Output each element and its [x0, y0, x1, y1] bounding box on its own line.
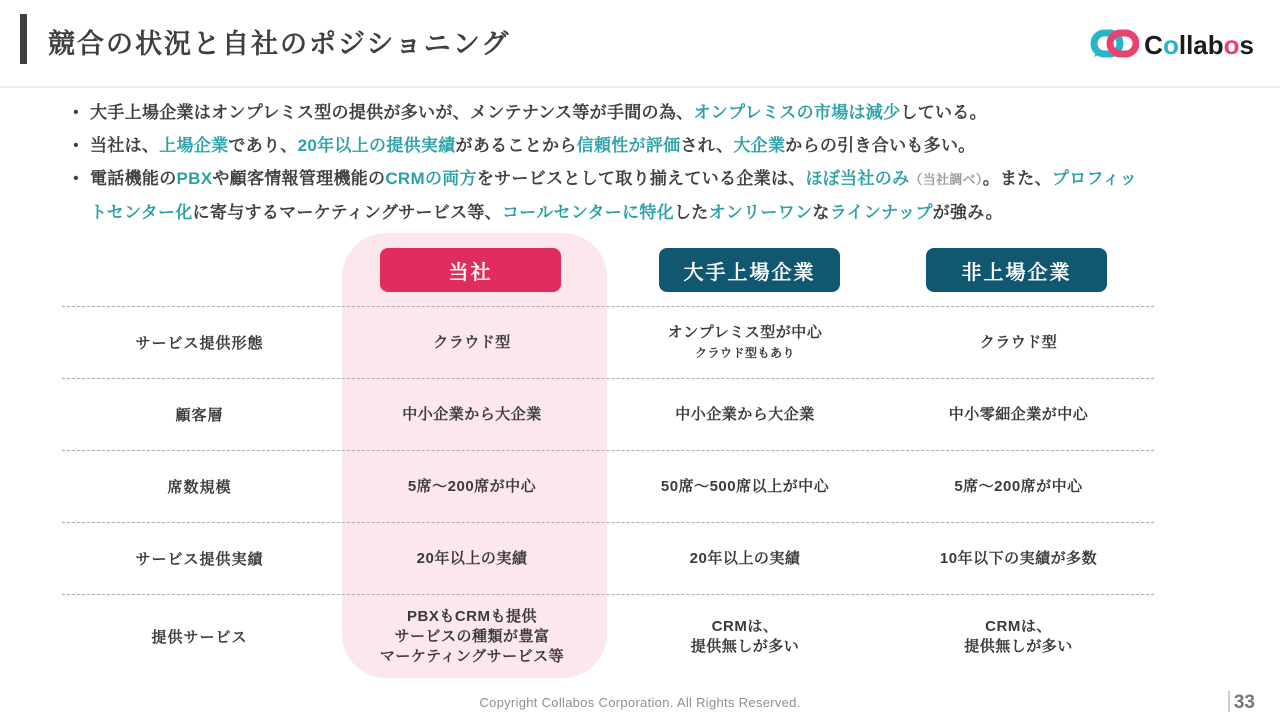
comparison-table: [62, 306, 1154, 678]
table-cell: PBXもCRMも提供 サービスの種類が豊富 マーケティングサービス等: [379, 607, 565, 665]
table-cell: クラウド型: [433, 333, 511, 351]
table-cell: 中小企業から大企業: [402, 405, 542, 423]
collabos-logo: [1089, 27, 1254, 64]
table-cell: 中小企業から大企業: [675, 405, 815, 423]
header: [0, 0, 1280, 88]
table-row: [62, 378, 1154, 450]
page-number: 33: [1233, 692, 1255, 713]
bullet-text: 当社は、上場企業であり、20年以上の提供実績があることから信頼性が評価され、大企業からの引き合いも多い。: [90, 136, 976, 155]
table-cell: 10年以下の実績が多数: [939, 549, 1098, 567]
table-cell: CRMは、 提供無しが多い: [690, 617, 800, 655]
bullet-dot: •: [73, 104, 79, 121]
row-label: サービス提供実績: [135, 551, 264, 568]
column-header-unlisted: 非上場企業: [926, 248, 1107, 292]
page-title: 競合の状況と自社のポジショニング: [48, 29, 511, 59]
table-cell: クラウド型: [979, 333, 1058, 351]
row-label: 顧客層: [175, 407, 224, 424]
column-header-ours: 当社: [380, 248, 561, 292]
table-row: [62, 522, 1154, 594]
bullet-item: [62, 96, 1142, 129]
bullet-text: 電話機能のPBXや顧客情報管理機能のCRMの両方をサービスとして取り揃えている企業は、ほぼ当社のみ（当社調べ）。また、プロフィットセンター化に寄与するマーケティングサービス等、コールセンターに特化したオンリーワンなラインナップが強み。: [90, 169, 1138, 222]
row-label: サービス提供形態: [135, 335, 264, 352]
bullet-dot: •: [73, 137, 79, 154]
table-cell: 5席〜200席が中心: [407, 477, 537, 495]
table-row: [62, 450, 1154, 522]
row-label: 席数規模: [167, 479, 232, 496]
table-cell: 50席〜500席以上が中心: [660, 477, 830, 495]
bullet-item: [62, 162, 1142, 229]
page-number-divider: [1228, 691, 1230, 712]
row-label: 提供サービス: [151, 629, 248, 646]
table-cell: 20年以上の実績: [689, 549, 801, 567]
table-row: [62, 594, 1154, 678]
table-cell: CRMは、 提供無しが多い: [964, 617, 1073, 655]
logo-wordmark: Collabos: [1144, 30, 1254, 60]
table-row: [62, 306, 1154, 378]
table-cell: オンプレミス型が中心 クラウド型もあり: [667, 323, 823, 360]
title-accent-bar: [20, 14, 27, 64]
bullet-dot: •: [73, 170, 79, 187]
copyright-text: Copyright Collabos Corporation. All Rights Reserved.: [479, 695, 801, 710]
column-header-major-listed: 大手上場企業: [659, 248, 840, 292]
table-cell: 5席〜200席が中心: [954, 477, 1083, 495]
collabos-logo-icon: [1089, 27, 1139, 64]
table-cell: 20年以上の実績: [416, 549, 528, 567]
summary-bullets: [62, 96, 1142, 229]
bullet-text: 大手上場企業はオンプレミス型の提供が多いが、メンテナンス等が手間の為、オンプレミスの市場は減少している。: [90, 103, 987, 122]
table-cell: 中小零細企業が中心: [948, 405, 1089, 423]
bullet-item: [62, 129, 1142, 162]
